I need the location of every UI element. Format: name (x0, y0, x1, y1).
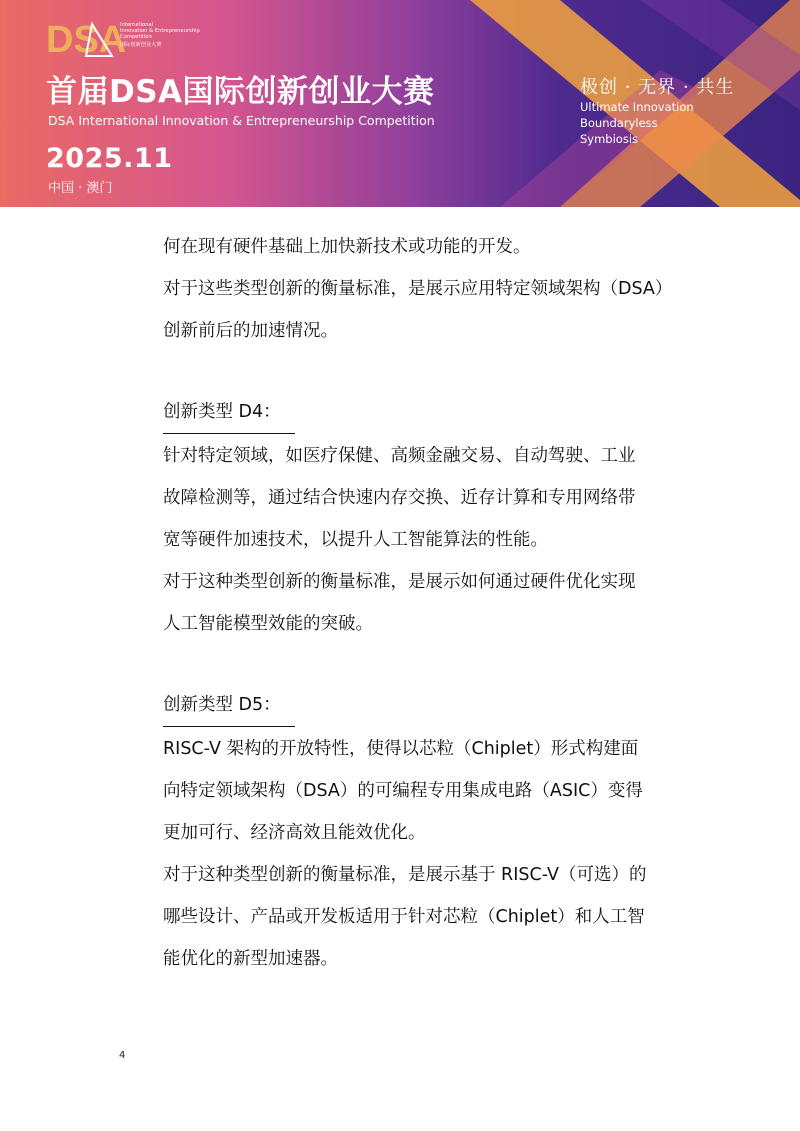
paragraph-line: 向特定领域架构（DSA）的可编程专用集成电路（ASIC）变得 (163, 781, 643, 801)
paragraph-line: 人工智能模型效能的突破。 (163, 614, 373, 634)
paragraph-line: 针对特定领域，如医疗保健、高频金融交易、自动驾驶、工业 (163, 446, 636, 466)
slogan-en-line: Symbiosis (580, 132, 639, 146)
spacer (163, 353, 703, 393)
logo-caption-cn: 国际创新创业大赛 (120, 41, 162, 48)
paragraph-line: 对于这种类型创新的衡量标准，是展示基于 RISC-V（可选）的 (163, 865, 647, 885)
paragraph-line: 何在现有硬件基础上加快新技术或功能的开发。 (163, 237, 531, 257)
paragraph-line: 创新前后的加速情况。 (163, 321, 338, 341)
paragraph-line: RISC-V 架构的开放特性，使得以芯粒（Chiplet）形式构建面 (163, 739, 639, 759)
header-banner (0, 0, 800, 207)
slogan-en (580, 99, 694, 147)
competition-title-en: DSA International Innovation & Entrepreneurship Competition (48, 113, 435, 128)
logo-caption-line: Innovation & Entrepreneurship (120, 28, 200, 35)
logo-caption-line: International (120, 22, 154, 28)
slogan-en-line: Boundaryless (580, 116, 658, 130)
paragraph-line: 更加可行、经济高效且能效优化。 (163, 823, 426, 843)
document-body (163, 227, 703, 981)
spacer (163, 646, 703, 686)
dsa-logo (46, 16, 127, 62)
paragraph-line: 对于这种类型创新的衡量标准，是展示如何通过硬件优化实现 (163, 572, 636, 592)
slogan-cn: 极创 · 无界 · 共生 (580, 77, 735, 98)
paragraph-line: 哪些设计、产品或开发板适用于针对芯粒（Chiplet）和人工智 (163, 907, 645, 927)
svg-text:DSA: DSA (46, 19, 127, 61)
competition-title-cn: 首届DSA国际创新创业大赛 (46, 74, 435, 110)
section-heading-d5: 创新类型 D5： (163, 686, 295, 727)
page-number: 4 (119, 1050, 126, 1061)
event-date: 2025.11 (46, 143, 173, 174)
paragraph-line: 宽等硬件加速技术，以提升人工智能算法的性能。 (163, 530, 548, 550)
event-location: 中国 · 澳门 (48, 181, 113, 196)
slogan-en-line: Ultimate Innovation (580, 100, 694, 114)
logo-caption (120, 22, 200, 48)
logo-caption-line: Competition (120, 34, 152, 41)
section-heading-d4: 创新类型 D4： (163, 393, 295, 434)
paragraph-line: 能优化的新型加速器。 (163, 949, 338, 969)
paragraph-line: 故障检测等，通过结合快速内存交换、近存计算和专用网络带 (163, 488, 636, 508)
paragraph-line: 对于这些类型创新的衡量标准，是展示应用特定领域架构（DSA） (163, 279, 673, 299)
